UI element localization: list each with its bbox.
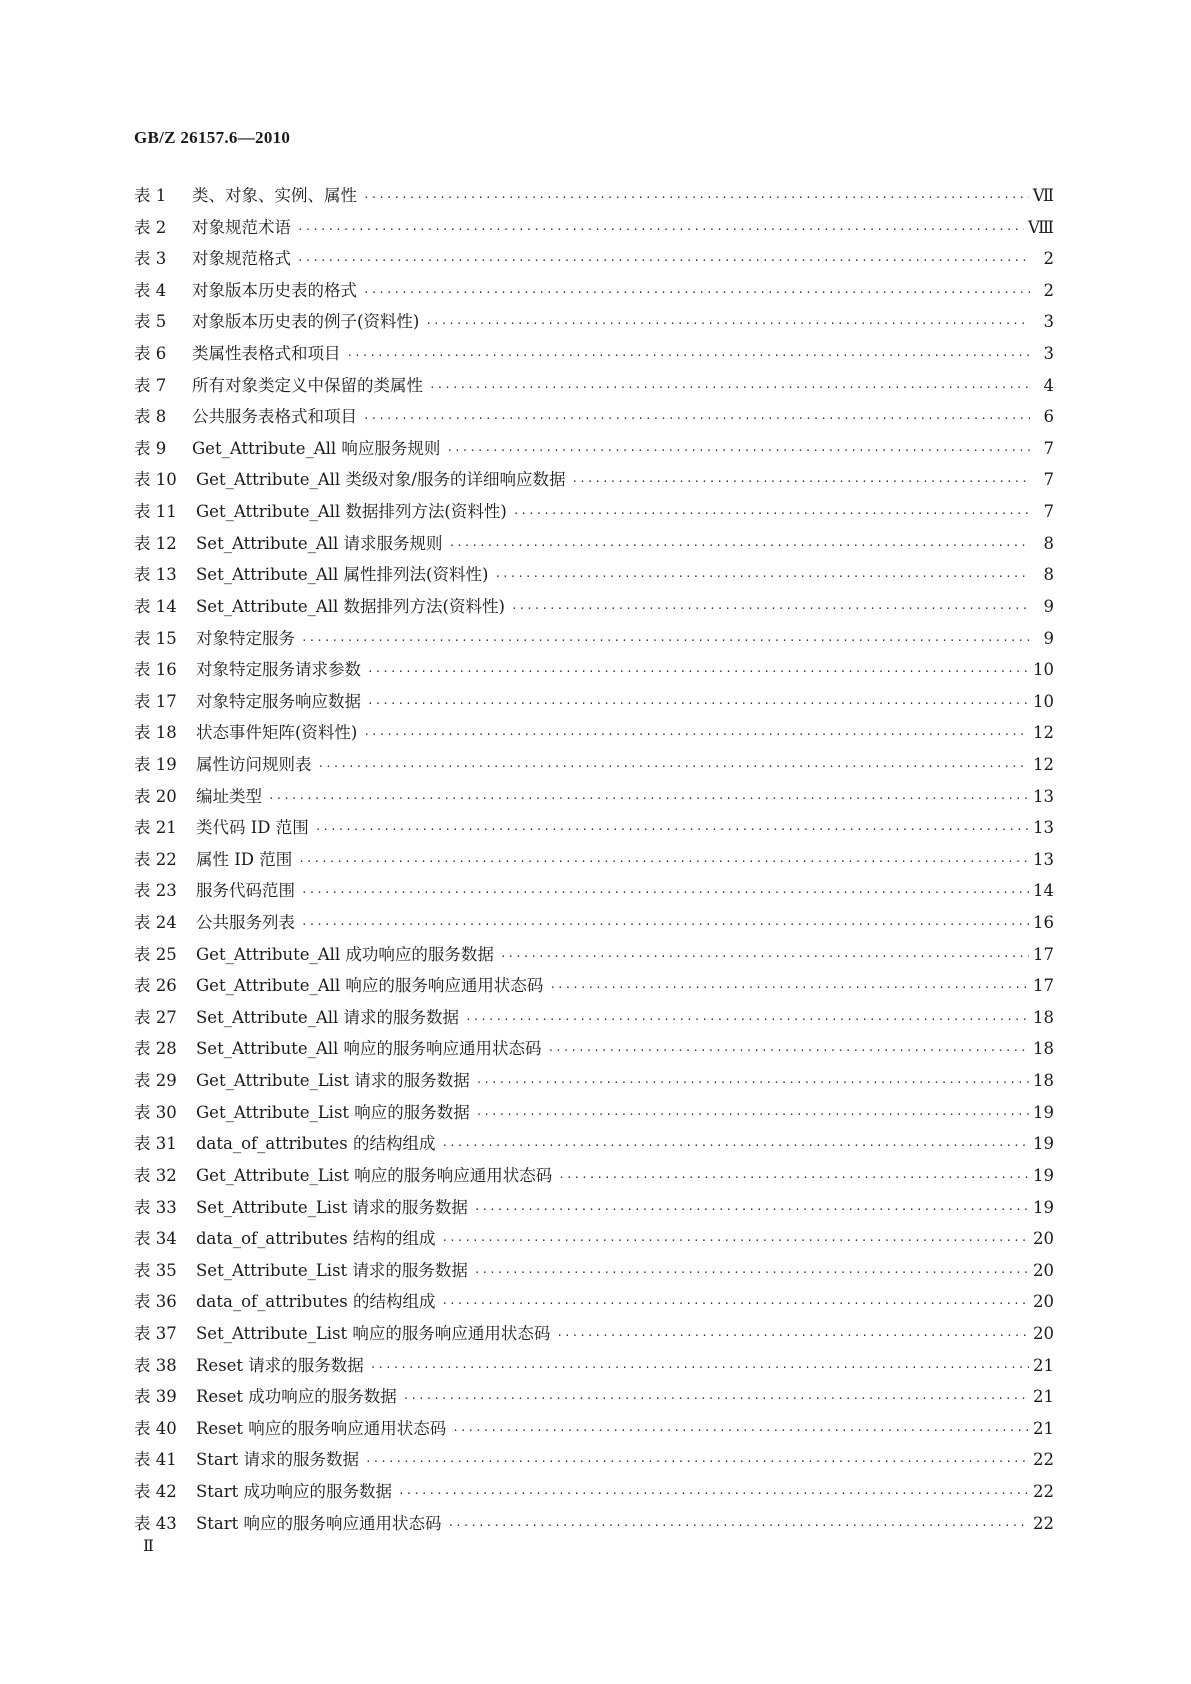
toc-dot-leader (465, 1004, 1029, 1036)
toc-dot-leader (425, 308, 1030, 340)
toc-table-number: 表 20 (134, 786, 177, 806)
toc-table-title: Set_Attribute_List 请求的服务数据 (196, 1197, 468, 1217)
toc-page-number: 8 (1043, 533, 1054, 553)
toc-entry[interactable] (134, 686, 1054, 718)
toc-entry[interactable] (134, 275, 1054, 307)
toc-table-title: 对象特定服务 (196, 628, 295, 648)
toc-table-title: Get_Attribute_List 响应的服务响应通用状态码 (196, 1165, 553, 1185)
toc-table-number: 表 14 (134, 596, 177, 616)
toc-table-number: 表 39 (134, 1387, 177, 1407)
toc-table-number: 表 17 (134, 691, 177, 711)
toc-page-number: 19 (1033, 1165, 1054, 1185)
toc-entry[interactable] (134, 1318, 1054, 1350)
toc-table-title: 公共服务表格式和项目 (192, 407, 357, 427)
toc-dot-leader (363, 182, 1029, 214)
toc-entry[interactable] (134, 370, 1054, 402)
toc-page-number: 17 (1033, 944, 1054, 964)
toc-table-title: Get_Attribute_All 数据排列方法(资料性) (196, 502, 507, 522)
toc-table-number: 表 43 (134, 1513, 177, 1533)
toc-page-number: 22 (1033, 1513, 1054, 1533)
toc-dot-leader (476, 1099, 1029, 1131)
toc-page-number: 20 (1033, 1323, 1054, 1343)
toc-table-title: 对象版本历史表的格式 (192, 280, 357, 300)
toc-dot-leader (494, 561, 1030, 593)
toc-dot-leader (363, 403, 1030, 435)
toc-table-title: 对象版本历史表的例子(资料性) (192, 312, 420, 332)
toc-table-title: data_of_attributes 结构的组成 (196, 1229, 436, 1249)
toc-page-number: 21 (1033, 1387, 1054, 1407)
toc-dot-leader (449, 530, 1030, 562)
toc-page-number: 18 (1033, 1071, 1054, 1091)
toc-entry[interactable] (134, 1002, 1054, 1034)
toc-entry[interactable] (134, 875, 1054, 907)
toc-entry[interactable] (134, 907, 1054, 939)
toc-table-title: Set_Attribute_List 请求的服务数据 (196, 1260, 468, 1280)
toc-entry[interactable] (134, 1097, 1054, 1129)
toc-entry[interactable] (134, 306, 1054, 338)
toc-table-title: Start 成功响应的服务数据 (196, 1481, 393, 1501)
toc-table-number: 表 27 (134, 1007, 177, 1027)
toc-table-title: Start 响应的服务响应通用状态码 (196, 1513, 442, 1533)
toc-page-number: 12 (1033, 754, 1054, 774)
toc-dot-leader (500, 941, 1029, 973)
toc-table-number: 表 3 (134, 249, 167, 269)
toc-table-number: 表 30 (134, 1102, 177, 1122)
toc-entry[interactable] (134, 1192, 1054, 1224)
toc-entry[interactable] (134, 1065, 1054, 1097)
toc-page-number: 18 (1033, 1039, 1054, 1059)
toc-table-number: 表 29 (134, 1071, 177, 1091)
toc-table-number: 表 4 (134, 280, 167, 300)
toc-page-number: 19 (1033, 1102, 1054, 1122)
toc-page-number: 20 (1033, 1260, 1054, 1280)
toc-page-number: 20 (1033, 1229, 1054, 1249)
toc-dot-leader (572, 466, 1031, 498)
toc-table-number: 表 2 (134, 217, 167, 237)
toc-entry[interactable] (134, 559, 1054, 591)
toc-dot-leader (367, 688, 1029, 720)
toc-entry[interactable] (134, 1381, 1054, 1413)
toc-entry[interactable] (134, 1033, 1054, 1065)
toc-table-title: 公共服务列表 (196, 913, 295, 933)
toc-entry[interactable] (134, 212, 1054, 244)
toc-page-number: 10 (1033, 660, 1054, 680)
toc-entry[interactable] (134, 781, 1054, 813)
toc-table-title: Get_Attribute_All 类级对象/服务的详细响应数据 (196, 470, 566, 490)
toc-table-number: 表 37 (134, 1323, 177, 1343)
toc-page-number: 22 (1033, 1450, 1054, 1470)
toc-table-title: 服务代码范围 (196, 881, 295, 901)
toc-page-number: 7 (1043, 502, 1054, 522)
toc-table-title: Start 请求的服务数据 (196, 1450, 360, 1470)
toc-table-title: Reset 响应的服务响应通用状态码 (196, 1418, 447, 1438)
table-of-contents (134, 180, 1054, 1539)
toc-page-number: 2 (1043, 280, 1054, 300)
toc-table-number: 表 13 (134, 565, 177, 585)
toc-entry[interactable] (134, 1413, 1054, 1445)
toc-table-title: Get_Attribute_All 成功响应的服务数据 (196, 944, 494, 964)
toc-table-number: 表 19 (134, 754, 177, 774)
toc-table-number: 表 42 (134, 1481, 177, 1501)
toc-table-title: Get_Attribute_All 响应服务规则 (192, 438, 441, 458)
toc-entry[interactable] (134, 528, 1054, 560)
toc-table-number: 表 38 (134, 1355, 177, 1375)
toc-dot-leader (347, 340, 1031, 372)
toc-entry[interactable] (134, 496, 1054, 528)
toc-dot-leader (474, 1194, 1029, 1226)
toc-page-number: 16 (1033, 913, 1054, 933)
toc-table-number: 表 33 (134, 1197, 177, 1217)
toc-table-title: data_of_attributes 的结构组成 (196, 1292, 436, 1312)
toc-table-number: 表 18 (134, 723, 177, 743)
toc-dot-leader (452, 1415, 1029, 1447)
toc-page-number: 13 (1033, 818, 1054, 838)
toc-dot-leader (441, 1288, 1029, 1320)
toc-entry[interactable] (134, 1128, 1054, 1160)
toc-table-number: 表 24 (134, 913, 177, 933)
toc-page-number: 21 (1033, 1355, 1054, 1375)
toc-page-number: 20 (1033, 1292, 1054, 1312)
toc-table-number: 表 28 (134, 1039, 177, 1059)
toc-page-number: 22 (1033, 1481, 1054, 1501)
toc-table-title: Reset 请求的服务数据 (196, 1355, 364, 1375)
toc-page-number: 8 (1043, 565, 1054, 585)
toc-table-title: 类代码 ID 范围 (196, 818, 309, 838)
toc-page-number: 10 (1033, 691, 1054, 711)
toc-table-number: 表 34 (134, 1229, 177, 1249)
toc-table-title: Set_Attribute_All 数据排列方法(资料性) (196, 596, 505, 616)
toc-table-title: Set_Attribute_List 响应的服务响应通用状态码 (196, 1323, 551, 1343)
toc-entry[interactable] (134, 812, 1054, 844)
toc-dot-leader (403, 1383, 1029, 1415)
toc-page-number: 3 (1043, 344, 1054, 364)
toc-dot-leader (370, 1352, 1029, 1384)
toc-table-number: 表 31 (134, 1134, 177, 1154)
toc-table-number: 表 32 (134, 1165, 177, 1185)
toc-table-number: 表 23 (134, 881, 177, 901)
toc-dot-leader (363, 277, 1030, 309)
toc-entry[interactable] (134, 243, 1054, 275)
toc-table-number: 表 15 (134, 628, 177, 648)
toc-entry[interactable] (134, 464, 1054, 496)
toc-page-number: 3 (1043, 312, 1054, 332)
toc-entry[interactable] (134, 939, 1054, 971)
toc-table-title: Set_Attribute_All 响应的服务响应通用状态码 (196, 1039, 542, 1059)
toc-entry[interactable] (134, 180, 1054, 212)
toc-page-number: 4 (1043, 375, 1054, 395)
toc-page-number: 17 (1033, 976, 1054, 996)
toc-page-number: 13 (1033, 849, 1054, 869)
toc-table-number: 表 1 (134, 186, 167, 205)
toc-table-title: Get_Attribute_List 请求的服务数据 (196, 1071, 470, 1091)
toc-table-title: 状态事件矩阵(资料性) (196, 723, 358, 743)
toc-entry[interactable] (134, 717, 1054, 749)
toc-table-title: 对象特定服务请求参数 (196, 660, 361, 680)
toc-page-number: 9 (1043, 596, 1054, 616)
toc-dot-leader (298, 846, 1029, 878)
toc-page-number: 19 (1033, 1134, 1054, 1154)
toc-page-number: 7 (1043, 470, 1054, 490)
toc-dot-leader (476, 1067, 1029, 1099)
toc-dot-leader (301, 877, 1029, 909)
toc-table-number: 表 41 (134, 1450, 177, 1470)
toc-entry[interactable] (134, 844, 1054, 876)
toc-dot-leader (268, 783, 1029, 815)
toc-dot-leader (367, 656, 1029, 688)
toc-dot-leader (363, 719, 1029, 751)
toc-table-number: 表 6 (134, 344, 167, 364)
toc-table-title: 对象规范术语 (192, 217, 291, 237)
toc-table-title: 所有对象类定义中保留的类属性 (192, 375, 423, 395)
toc-entry[interactable] (134, 1508, 1054, 1540)
toc-entry[interactable] (134, 401, 1054, 433)
toc-table-number: 表 16 (134, 660, 177, 680)
toc-page-number: 6 (1043, 407, 1054, 427)
toc-entry[interactable] (134, 1223, 1054, 1255)
document-id: GB/Z 26157.6—2010 (134, 128, 291, 147)
toc-table-title: 对象特定服务响应数据 (196, 691, 361, 711)
toc-dot-leader (365, 1446, 1029, 1478)
toc-entry[interactable] (134, 1255, 1054, 1287)
toc-table-number: 表 9 (134, 438, 167, 458)
toc-table-title: 编址类型 (196, 786, 262, 806)
toc-table-title: Set_Attribute_All 属性排列法(资料性) (196, 565, 489, 585)
toc-table-number: 表 36 (134, 1292, 177, 1312)
toc-dot-leader (398, 1478, 1029, 1510)
toc-dot-leader (448, 1510, 1029, 1542)
toc-dot-leader (446, 435, 1030, 467)
toc-table-number: 表 11 (134, 502, 177, 522)
toc-dot-leader (297, 245, 1030, 277)
toc-dot-leader (556, 1320, 1029, 1352)
toc-entry[interactable] (134, 1286, 1054, 1318)
toc-dot-leader (474, 1257, 1029, 1289)
toc-page-number: 2 (1043, 249, 1054, 269)
toc-table-title: 对象规范格式 (192, 249, 291, 269)
toc-table-number: 表 35 (134, 1260, 177, 1280)
toc-entry[interactable] (134, 1444, 1054, 1476)
toc-page-number: Ⅷ (1028, 217, 1054, 237)
toc-table-title: Set_Attribute_All 请求的服务数据 (196, 1007, 460, 1027)
toc-table-title: 类属性表格式和项目 (192, 344, 341, 364)
toc-table-title: 属性 ID 范围 (196, 849, 293, 869)
toc-entry[interactable] (134, 1476, 1054, 1508)
toc-dot-leader (315, 814, 1029, 846)
toc-page-number: 13 (1033, 786, 1054, 806)
toc-dot-leader (558, 1162, 1029, 1194)
toc-table-title: data_of_attributes 的结构组成 (196, 1134, 436, 1154)
toc-entry[interactable] (134, 654, 1054, 686)
page-number: Ⅱ (143, 1538, 154, 1555)
toc-table-number: 表 8 (134, 407, 167, 427)
toc-entry[interactable] (134, 623, 1054, 655)
toc-dot-leader (301, 909, 1029, 941)
toc-table-number: 表 10 (134, 470, 177, 490)
toc-table-title: Set_Attribute_All 请求服务规则 (196, 533, 443, 553)
toc-table-title: Get_Attribute_List 响应的服务数据 (196, 1102, 470, 1122)
toc-entry[interactable] (134, 970, 1054, 1002)
toc-table-title: 类、对象、实例、属性 (192, 186, 357, 205)
toc-table-number: 表 21 (134, 818, 177, 838)
toc-dot-leader (549, 972, 1029, 1004)
toc-table-title: Reset 成功响应的服务数据 (196, 1387, 397, 1407)
toc-table-title: Get_Attribute_All 响应的服务响应通用状态码 (196, 976, 544, 996)
toc-dot-leader (441, 1130, 1029, 1162)
toc-table-number: 表 5 (134, 312, 167, 332)
toc-table-title: 属性访问规则表 (196, 754, 312, 774)
toc-table-number: 表 25 (134, 944, 177, 964)
toc-dot-leader (429, 372, 1030, 404)
toc-dot-leader (441, 1225, 1029, 1257)
toc-page-number: 18 (1033, 1007, 1054, 1027)
toc-table-number: 表 26 (134, 976, 177, 996)
toc-page-number: 9 (1043, 628, 1054, 648)
toc-page-number: Ⅶ (1032, 186, 1054, 205)
toc-page-number: 14 (1033, 881, 1054, 901)
toc-table-number: 表 12 (134, 533, 177, 553)
toc-dot-leader (318, 751, 1030, 783)
toc-page-number: 7 (1043, 438, 1054, 458)
toc-dot-leader (511, 593, 1030, 625)
toc-entry[interactable] (134, 433, 1054, 465)
toc-entry[interactable] (134, 338, 1054, 370)
toc-entry[interactable] (134, 1350, 1054, 1382)
toc-entry[interactable] (134, 591, 1054, 623)
toc-page-number: 19 (1033, 1197, 1054, 1217)
toc-table-number: 表 40 (134, 1418, 177, 1438)
toc-dot-leader (548, 1035, 1029, 1067)
toc-page-number: 12 (1033, 723, 1054, 743)
toc-page-number: 21 (1033, 1418, 1054, 1438)
toc-dot-leader (513, 498, 1030, 530)
toc-dot-leader (301, 625, 1030, 657)
toc-dot-leader (297, 214, 1024, 246)
toc-table-number: 表 22 (134, 849, 177, 869)
toc-entry[interactable] (134, 1160, 1054, 1192)
toc-table-number: 表 7 (134, 375, 167, 395)
toc-entry[interactable] (134, 749, 1054, 781)
